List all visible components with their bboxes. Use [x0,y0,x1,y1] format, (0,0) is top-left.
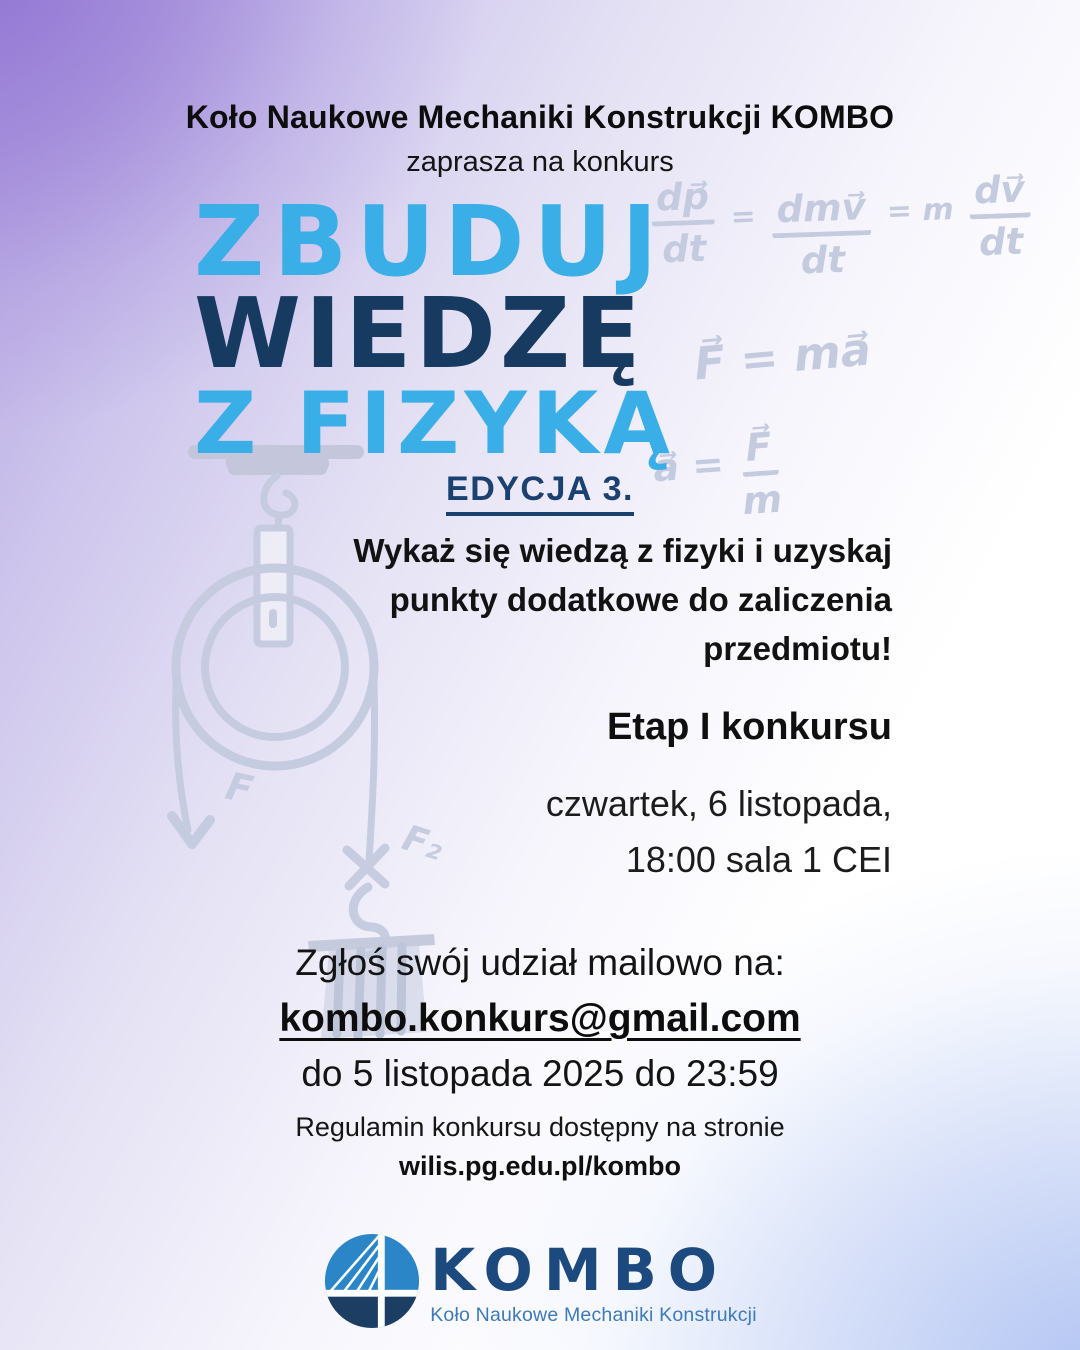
invite-line: zaprasza na konkurs [406,146,674,178]
force-f2-label: F₂ [397,817,449,870]
logo-name: KOMBO [430,1236,729,1304]
stage-date-line2: 18:00 sala 1 CEI [625,839,892,880]
title-line-wiedze: WIEDZĘ [194,277,645,390]
formula-term: F⃗ = ma⃗ [692,322,874,391]
logo-subtitle: Koło Naukowe Mechaniki Konstrukcji [430,1304,757,1326]
formula-term: dt [978,219,1024,265]
kombo-logo-icon [323,1232,421,1330]
title-line-z-fizyka: Z FIZYKĄ [194,374,675,474]
description-line: Wykaż się wiedzą z fizyki i uzyskaj [353,532,892,569]
club-name-heading: Koło Naukowe Mechaniki Konstrukcji KOMBO [185,99,895,135]
stage-heading: Etap I konkursu [606,706,892,748]
equals-sign: = [730,198,757,235]
formula-term: dt [661,226,708,272]
rules-url-link[interactable]: wilis.pg.edu.pl/kombo [398,1151,681,1181]
registration-intro: Zgłoś swój udział mailowo na: [295,942,785,983]
rules-note: Regulamin konkursu dostępny na stronie [295,1112,785,1142]
formula-term: F⃗ [739,424,778,477]
stage-date-line1: czwartek, 6 listopada, [545,783,892,824]
kombo-logo [0,1232,1080,1330]
edition-label: EDYCJA 3. [446,470,634,516]
registration-deadline: do 5 listopada 2025 do 23:59 [301,1053,779,1094]
formula-term: a⃗ = [651,441,726,491]
stage-date [546,776,892,888]
description-line: przedmiotu! [703,630,892,667]
formula-term: dmv⃗ [771,185,872,238]
registration-email-link[interactable]: kombo.konkurs@gmail.com [279,997,801,1040]
title-line-zbuduj: ZBUDUJ [194,185,667,298]
description-paragraph [353,526,892,673]
force-f-label: F [222,763,257,813]
formula-term: dv⃗ [968,167,1030,219]
description-line: punkty dodatkowe do zaliczenia [389,581,892,618]
formula-term: m [740,476,784,524]
logo-text-column [430,1232,757,1327]
competition-title [194,185,675,474]
formula-term: dt [800,237,846,283]
edition-heading [0,470,1080,516]
equals-sign: = m [886,192,955,230]
formula-term: dp⃗ [650,174,715,226]
